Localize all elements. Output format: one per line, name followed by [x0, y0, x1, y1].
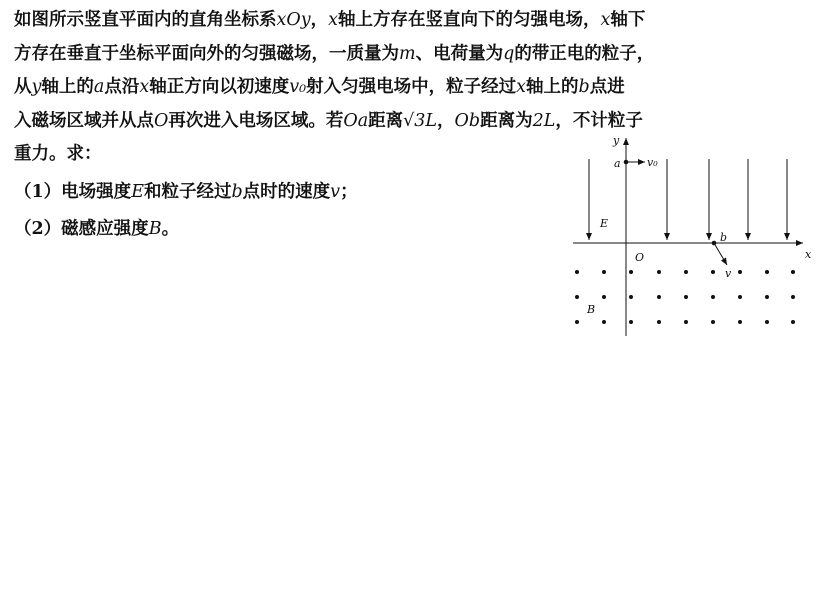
math-Oa: Oa — [343, 110, 369, 131]
b-field-dot — [684, 270, 688, 274]
text-segment: 轴上的 — [41, 77, 94, 97]
b-field-dot — [684, 295, 688, 299]
b-field-dot — [629, 295, 633, 299]
text-segment: 方存在垂直于坐标平面向外的匀强磁场，一质量为 — [14, 43, 399, 64]
b-field-dot — [657, 295, 661, 299]
math-2L: 2L — [532, 110, 556, 131]
b-field-dot — [765, 295, 769, 299]
text-segment: 轴上方存在竖直向下的匀强电场， — [337, 10, 601, 30]
text-segment: ， — [437, 110, 455, 131]
b-field-dot — [711, 270, 715, 274]
field-diagram — [565, 126, 817, 340]
b-field-dot — [791, 295, 795, 299]
math-xOy: xOy — [276, 10, 311, 30]
v0-label: v₀ — [647, 156, 658, 169]
text-segment: 如图所示竖直平面内的直角坐标系 — [14, 10, 277, 30]
math-x: x — [328, 10, 338, 30]
problem-line-3 — [14, 71, 810, 105]
math-sqrt3L: √3L — [403, 110, 438, 131]
b-field-dot — [765, 320, 769, 324]
b-field-dot — [602, 270, 606, 274]
b-field-dot — [602, 320, 606, 324]
math-v: v — [330, 181, 341, 202]
math-x: x — [516, 77, 526, 97]
text-segment: 和粒子经过 — [143, 181, 232, 202]
field-label-B: B — [587, 303, 596, 316]
text-segment: 入磁场区域并从点 — [14, 110, 154, 131]
text-segment: ，不计粒子 — [555, 110, 643, 131]
b-field-dot — [711, 295, 715, 299]
math-m: m — [399, 43, 416, 64]
b-field-dot — [629, 270, 633, 274]
b-field-dot — [738, 295, 742, 299]
math-b: b — [578, 77, 590, 97]
text-segment: 、电荷量为 — [415, 43, 504, 64]
b-field-dot — [738, 270, 742, 274]
text-segment: （1）电场强度 — [14, 181, 132, 202]
text-segment: 射入匀强电场中，粒子经过 — [306, 77, 517, 97]
math-x: x — [600, 10, 611, 30]
text-segment: 。 — [161, 219, 180, 239]
velocity-arrow — [714, 243, 727, 265]
b-field-dot — [711, 320, 715, 324]
velocity-label: v — [725, 267, 732, 280]
math-B: B — [148, 219, 162, 239]
math-v0: v₀ — [289, 77, 307, 97]
b-field-dot — [602, 295, 606, 299]
b-field-dot — [575, 295, 579, 299]
text-segment: 轴正方向以初速度 — [149, 77, 290, 97]
text-segment: 轴下 — [610, 10, 646, 30]
text-segment: 轴上的 — [525, 77, 579, 97]
math-a: a — [93, 77, 105, 97]
text-segment: 再次进入电场区域。若 — [168, 110, 344, 131]
field-label-E: E — [600, 217, 609, 230]
text-segment: 距离为 — [480, 110, 533, 131]
text-segment: ， — [310, 10, 329, 30]
text-segment: （2）磁感应强度 — [14, 219, 149, 239]
text-segment: 的带正电的粒子， — [514, 43, 655, 64]
b-field-dot — [738, 320, 742, 324]
magnetic-field-dots — [575, 270, 795, 324]
origin-label: O — [635, 251, 645, 264]
y-axis-label: y — [613, 134, 620, 147]
b-field-dot — [791, 270, 795, 274]
b-field-dot — [629, 320, 633, 324]
problem-line-5: 重力。求： — [14, 144, 102, 164]
text-segment: 从 — [14, 77, 32, 97]
text-segment: ； — [340, 181, 358, 202]
math-q: q — [503, 43, 515, 64]
math-O: O — [154, 110, 169, 131]
point-a-label: a — [614, 157, 621, 170]
text-segment: 点时的速度 — [242, 181, 331, 202]
text-segment: 距离 — [368, 110, 404, 131]
math-y: y — [31, 77, 42, 97]
b-field-dot — [657, 270, 661, 274]
point-b-label: b — [720, 231, 728, 244]
b-field-dot — [575, 270, 579, 274]
math-b: b — [231, 181, 243, 202]
problem-line-2 — [14, 38, 810, 72]
problem-line-1 — [14, 4, 810, 38]
text-segment: 点进 — [589, 77, 625, 97]
x-axis-label: x — [805, 248, 812, 261]
b-field-dot — [684, 320, 688, 324]
b-field-dot — [765, 270, 769, 274]
b-field-dot — [657, 320, 661, 324]
math-Ob: Ob — [454, 110, 481, 131]
math-x: x — [139, 77, 150, 97]
b-field-dot — [791, 320, 795, 324]
math-E: E — [131, 181, 144, 202]
text-segment: 点沿 — [104, 77, 140, 97]
b-field-dot — [575, 320, 579, 324]
